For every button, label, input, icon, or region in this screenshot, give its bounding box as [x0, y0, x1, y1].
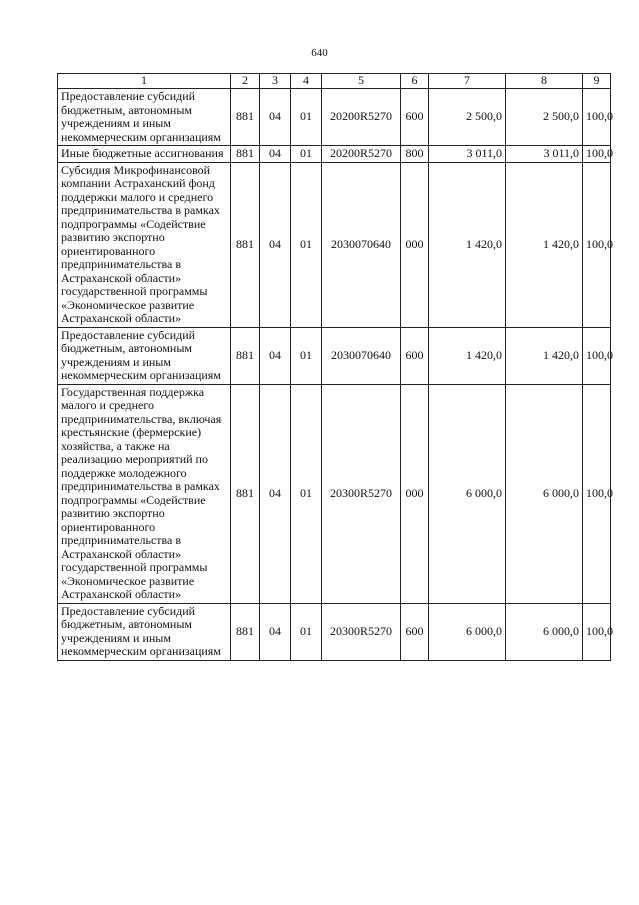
row-col3: 04 [260, 327, 291, 384]
row-col2: 881 [231, 162, 260, 327]
header-cell: 9 [583, 74, 611, 89]
row-col4: 01 [291, 384, 322, 603]
table-row [58, 162, 611, 327]
row-col9: 100,0 [583, 384, 611, 603]
row-col7: 1 420,0 [429, 327, 506, 384]
row-col4: 01 [291, 327, 322, 384]
row-col3: 04 [260, 89, 291, 146]
row-col8: 2 500,0 [506, 89, 583, 146]
table-row [58, 146, 611, 163]
row-col7: 1 420,0 [429, 162, 506, 327]
row-col7: 2 500,0 [429, 89, 506, 146]
row-name: Иные бюджетные ассигнования [58, 146, 231, 163]
row-col7: 3 011,0 [429, 146, 506, 163]
row-col8: 3 011,0 [506, 146, 583, 163]
header-cell: 7 [429, 74, 506, 89]
row-name: Субсидия Микрофинансовой компании Астраханский фонд поддержки малого и среднего предпринимательства в рамках подпрограммы «Содействие развитию экспортно ориентированного предпринимательства в Астраханской области» государственной программы «Экономическое развитие Астраханской области» [58, 162, 231, 327]
row-col4: 01 [291, 162, 322, 327]
header-cell: 1 [58, 74, 231, 89]
row-col3: 04 [260, 162, 291, 327]
row-col5: 2030070640 [322, 327, 401, 384]
row-col2: 881 [231, 89, 260, 146]
row-col8: 1 420,0 [506, 162, 583, 327]
row-col3: 04 [260, 603, 291, 660]
budget-table [57, 73, 611, 661]
row-col6: 000 [401, 162, 429, 327]
row-col7: 6 000,0 [429, 603, 506, 660]
row-col8: 6 000,0 [506, 384, 583, 603]
row-col3: 04 [260, 384, 291, 603]
row-col6: 000 [401, 384, 429, 603]
row-col6: 600 [401, 603, 429, 660]
row-col9: 100,0 [583, 162, 611, 327]
row-col2: 881 [231, 384, 260, 603]
header-cell: 8 [506, 74, 583, 89]
row-name: Предоставление субсидий бюджетным, автономным учреждениям и иным некоммерческим организациям [58, 89, 231, 146]
header-cell: 2 [231, 74, 260, 89]
header-cell: 4 [291, 74, 322, 89]
row-col9: 100,0 [583, 146, 611, 163]
row-col4: 01 [291, 146, 322, 163]
row-col6: 600 [401, 327, 429, 384]
row-col4: 01 [291, 89, 322, 146]
table-row [58, 603, 611, 660]
table-row [58, 327, 611, 384]
row-name: Государственная поддержка малого и среднего предпринимательства, включая крестьянские (фермерские) хозяйства, а также на реализацию мероприятий по поддержке молодежного предпринимательства в рамках подпрограммы «Содействие развитию экспортно ориентированного предпринимательства в Астраханской области» государственной программы «Экономическое развитие Астраханской области» [58, 384, 231, 603]
row-col9: 100,0 [583, 327, 611, 384]
row-col9: 100,0 [583, 603, 611, 660]
header-cell: 5 [322, 74, 401, 89]
row-col6: 600 [401, 89, 429, 146]
row-col3: 04 [260, 146, 291, 163]
row-col5: 20300R5270 [322, 603, 401, 660]
row-name: Предоставление субсидий бюджетным, автономным учреждениям и иным некоммерческим организациям [58, 327, 231, 384]
row-col9: 100,0 [583, 89, 611, 146]
row-col2: 881 [231, 603, 260, 660]
row-col6: 800 [401, 146, 429, 163]
row-col5: 20200R5270 [322, 89, 401, 146]
row-col4: 01 [291, 603, 322, 660]
row-col2: 881 [231, 327, 260, 384]
row-col8: 1 420,0 [506, 327, 583, 384]
table-row [58, 89, 611, 146]
row-col7: 6 000,0 [429, 384, 506, 603]
row-col5: 2030070640 [322, 162, 401, 327]
header-cell: 3 [260, 74, 291, 89]
header-row [58, 74, 611, 89]
row-name: Предоставление субсидий бюджетным, автономным учреждениям и иным некоммерческим организациям [58, 603, 231, 660]
row-col8: 6 000,0 [506, 603, 583, 660]
row-col5: 20200R5270 [322, 146, 401, 163]
table-row [58, 384, 611, 603]
page-number: 640 [311, 47, 328, 59]
header-cell: 6 [401, 74, 429, 89]
row-col2: 881 [231, 146, 260, 163]
row-col5: 20300R5270 [322, 384, 401, 603]
